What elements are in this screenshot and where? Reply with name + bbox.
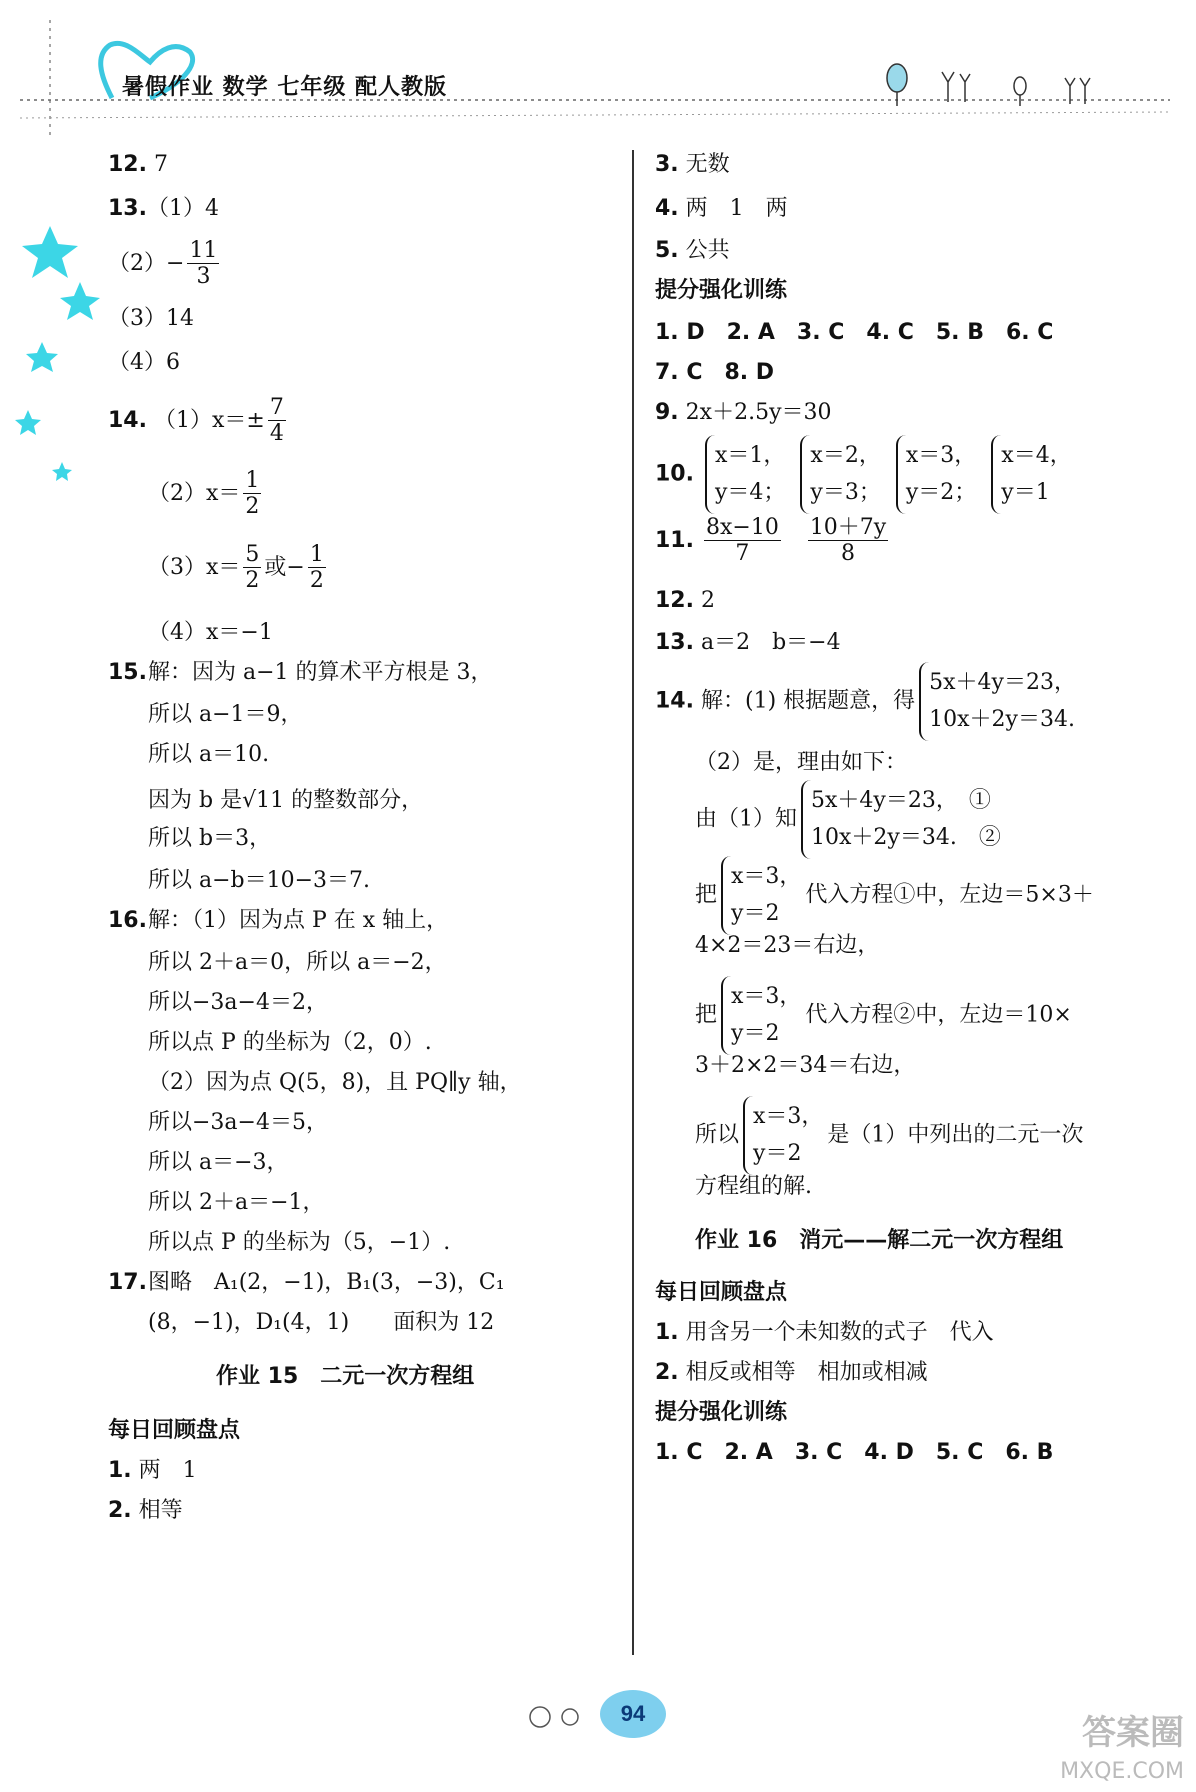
equation-system: x＝4， y＝1 xyxy=(991,435,1071,514)
fraction: $\frac{11}{3}$ xyxy=(189,238,218,290)
review-answer-3: 3. 无数 xyxy=(655,152,730,177)
answer-13: 13.（1）4 xyxy=(108,196,219,221)
answer-17-line: 图略 A₁(2，−1)，B₁(3，−3)，C₁ xyxy=(148,1270,505,1295)
answer-9: 9. 2x＋2.5y＝30 xyxy=(655,400,832,425)
equation-system: x＝3， y＝2 xyxy=(721,976,801,1055)
page-number: 94 xyxy=(600,1690,666,1738)
answer-14-right: 14. 解：(1) 根据题意，得 5x＋4y＝23， 10x＋2y＝34. xyxy=(655,662,1080,741)
answer-16-line: 所以−3a−4＝5， xyxy=(148,1110,328,1135)
equation-system: 5x＋4y＝23， 10x＋2y＝34. xyxy=(919,662,1076,741)
section-title-hw15: 作业 15 二元一次方程组 xyxy=(216,1364,475,1389)
answer-14-sub2: 把 x＝3， y＝2 代入方程②中，左边＝10× xyxy=(695,976,1072,1055)
answer-16-line: 解：（1）因为点 P 在 x 轴上， xyxy=(148,908,449,933)
answer-16-line: 所以 a＝−3， xyxy=(148,1150,289,1175)
answer-13-4: （4）6 xyxy=(108,350,180,375)
star-decoration xyxy=(0,220,100,620)
equation-system: x＝3， y＝2 xyxy=(721,856,801,935)
watermark: MXQE.COM xyxy=(1060,1759,1184,1784)
section-subtitle: 每日回顾盘点 xyxy=(655,1280,788,1305)
answer-15-line: 所以 b＝3， xyxy=(148,826,272,851)
fraction: $\frac{8x-10}{7}$ xyxy=(705,515,779,567)
review-answer-2: 2. 相等 xyxy=(108,1498,183,1523)
answer-14-sub1: 把 x＝3， y＝2 代入方程①中，左边＝5×3＋ xyxy=(695,856,1094,935)
fraction: $\frac{1}{2}$ xyxy=(245,468,260,520)
answer-11: 11. $\frac{8x-10}{7}$ $\frac{10+7y}{8}$ xyxy=(655,515,887,567)
answer-16-line: 所以点 P 的坐标为（2，0）. xyxy=(148,1030,432,1055)
answer-14-sub2b: 3＋2×2＝34＝右边， xyxy=(695,1053,916,1078)
answer-16-line: 所以−3a−4＝2， xyxy=(148,990,328,1015)
page-header xyxy=(0,0,1196,140)
answer-15-line: 所以 a−b＝10−3＝7. xyxy=(148,868,371,893)
answer-16-line: 所以 2＋a＝−1， xyxy=(148,1190,325,1215)
answer-16-line: （2）因为点 Q(5，8)，且 PQ∥y 轴， xyxy=(148,1070,522,1095)
column-divider xyxy=(632,150,634,1655)
answer-14-4: （4）x＝−1 xyxy=(148,620,273,645)
answer-14-sub1b: 4×2＝23＝右边， xyxy=(695,933,880,958)
answer-15-line: 因为 b 是√11 的整数部分， xyxy=(148,788,424,813)
answer-10: 10. x＝1， y＝4； x＝2， y＝3； x＝3， y＝2； x＝4， y＝1 xyxy=(655,435,1076,514)
header-title: 暑假作业 数学 七年级 配人教版 xyxy=(122,75,447,100)
section-subtitle: 提分强化训练 xyxy=(655,1400,788,1425)
equation-system: x＝3， y＝2； xyxy=(896,435,976,514)
answer-17-line: (8，−1)，D₁(4，1) 面积为 12 xyxy=(148,1310,495,1335)
answer-16-line: 所以点 P 的坐标为（5，−1）. xyxy=(148,1230,451,1255)
answer-14-3: （3）x＝ $\frac{5}{2}$ 或− $\frac{1}{2}$ xyxy=(148,542,324,594)
answer-14-2: （2）x＝ $\frac{1}{2}$ xyxy=(148,468,260,520)
equation-system: 5x＋4y＝23， ① 10x＋2y＝34. ② xyxy=(801,780,1001,859)
watermark: 答案圈 xyxy=(1082,1713,1184,1753)
section-subtitle: 每日回顾盘点 xyxy=(108,1418,241,1443)
section-subtitle: 提分强化训练 xyxy=(655,278,788,303)
review-answer-d1: 1. 用含另一个未知数的式子 代入 xyxy=(655,1320,994,1345)
fraction: $\frac{10+7y}{8}$ xyxy=(809,515,887,567)
equation-system: x＝3， y＝2 xyxy=(743,1096,823,1175)
answer-12-right: 12. 2 xyxy=(655,588,715,613)
answer-14-conclusion-b: 方程组的解. xyxy=(695,1174,812,1199)
answer-16-number: 16. xyxy=(108,908,147,933)
answer-15-line: 所以 a＝10. xyxy=(148,742,270,767)
answer-14-conclusion: 所以 x＝3， y＝2 是（1）中列出的二元一次 xyxy=(695,1096,1083,1175)
section-title-hw16: 作业 16 消元——解二元一次方程组 xyxy=(695,1228,1064,1253)
review-answer-4: 4. 两 1 两 xyxy=(655,196,788,221)
answer-13-right: 13. a＝2 b＝−4 xyxy=(655,630,841,655)
answer-15-number: 15. xyxy=(108,660,147,685)
fraction: $\frac{5}{2}$ xyxy=(245,542,260,594)
equation-system: x＝1， y＝4； xyxy=(705,435,785,514)
choice-answers: 1. D 2. A 3. C 4. C 5. B 6. C xyxy=(655,320,1054,345)
answer-13-3: （3）14 xyxy=(108,306,194,331)
fraction: $\frac{7}{4}$ xyxy=(269,395,284,447)
answer-14-1: 14. （1）x＝± $\frac{7}{4}$ xyxy=(108,395,284,447)
review-answer-1: 1. 两 1 xyxy=(108,1458,197,1483)
answer-14-2-right: （2）是，理由如下： xyxy=(695,750,907,775)
review-answer-d2: 2. 相反或相等 相加或相减 xyxy=(655,1360,928,1385)
answer-16-line: 所以 2＋a＝0，所以 a＝−2， xyxy=(148,950,447,975)
answer-12: 12. 7 xyxy=(108,152,168,177)
choice-answers: 1. C 2. A 3. C 4. D 5. C 6. B xyxy=(655,1440,1054,1465)
fraction: $\frac{1}{2}$ xyxy=(309,542,324,594)
answer-15-line: 解：因为 a−1 的算术平方根是 3， xyxy=(148,660,493,685)
answer-15-line: 所以 a−1＝9， xyxy=(148,702,303,727)
page-number-decoration xyxy=(520,1702,600,1732)
answer-17-number: 17. xyxy=(108,1270,147,1295)
answer-14-given: 由（1）知 5x＋4y＝23， ① 10x＋2y＝34. ② xyxy=(695,780,1005,859)
review-answer-5: 5. 公共 xyxy=(655,238,730,263)
choice-answers: 7. C 8. D xyxy=(655,360,775,385)
equation-system: x＝2， y＝3； xyxy=(800,435,880,514)
answer-13-2: （2）− $\frac{11}{3}$ xyxy=(108,238,218,290)
